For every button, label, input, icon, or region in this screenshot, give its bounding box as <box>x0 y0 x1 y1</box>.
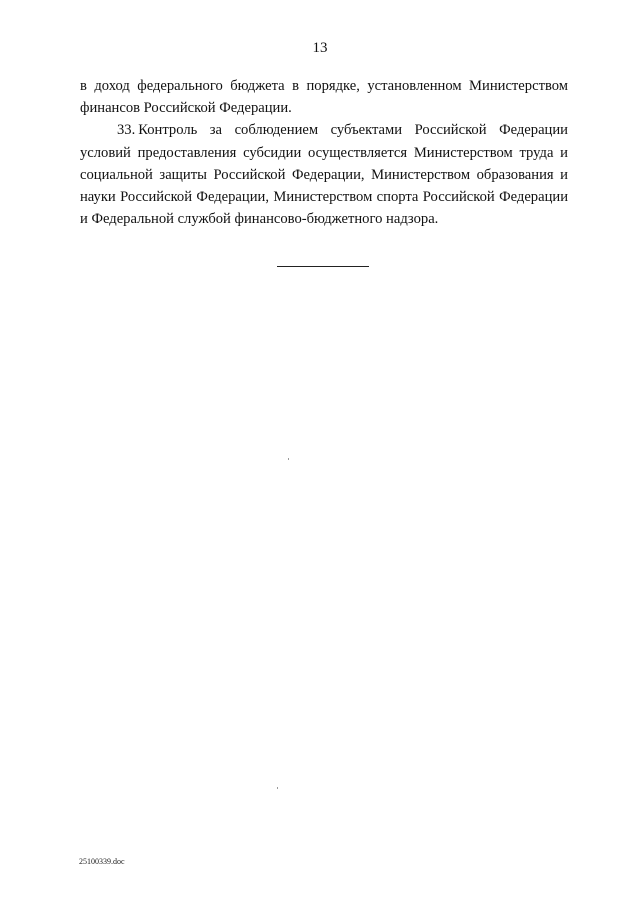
scan-speck <box>277 787 278 789</box>
page-number: 13 <box>312 40 328 56</box>
paragraph-33 <box>80 119 568 230</box>
body-text <box>80 75 568 230</box>
end-of-text-separator <box>277 266 369 267</box>
paragraph-continuation: в доход федерального бюджета в порядке, установленном Министерством финансов Российской Федерации. <box>80 78 568 117</box>
scan-speck <box>288 458 289 460</box>
paragraph-number: 33. <box>117 122 136 139</box>
paragraph-text: Контроль за соблюдением субъектами Российской Федерации условий предоставления субсидии осуществляется Министерством труда и социальной защиты Российской Федерации, Министерством образования и науки Российской Федерации, Министерством спорта Российской Федерации и Федеральной службой финансово-бюджетного надзора. <box>80 122 568 228</box>
footer-doc-code: 25100339.doc <box>79 857 125 866</box>
